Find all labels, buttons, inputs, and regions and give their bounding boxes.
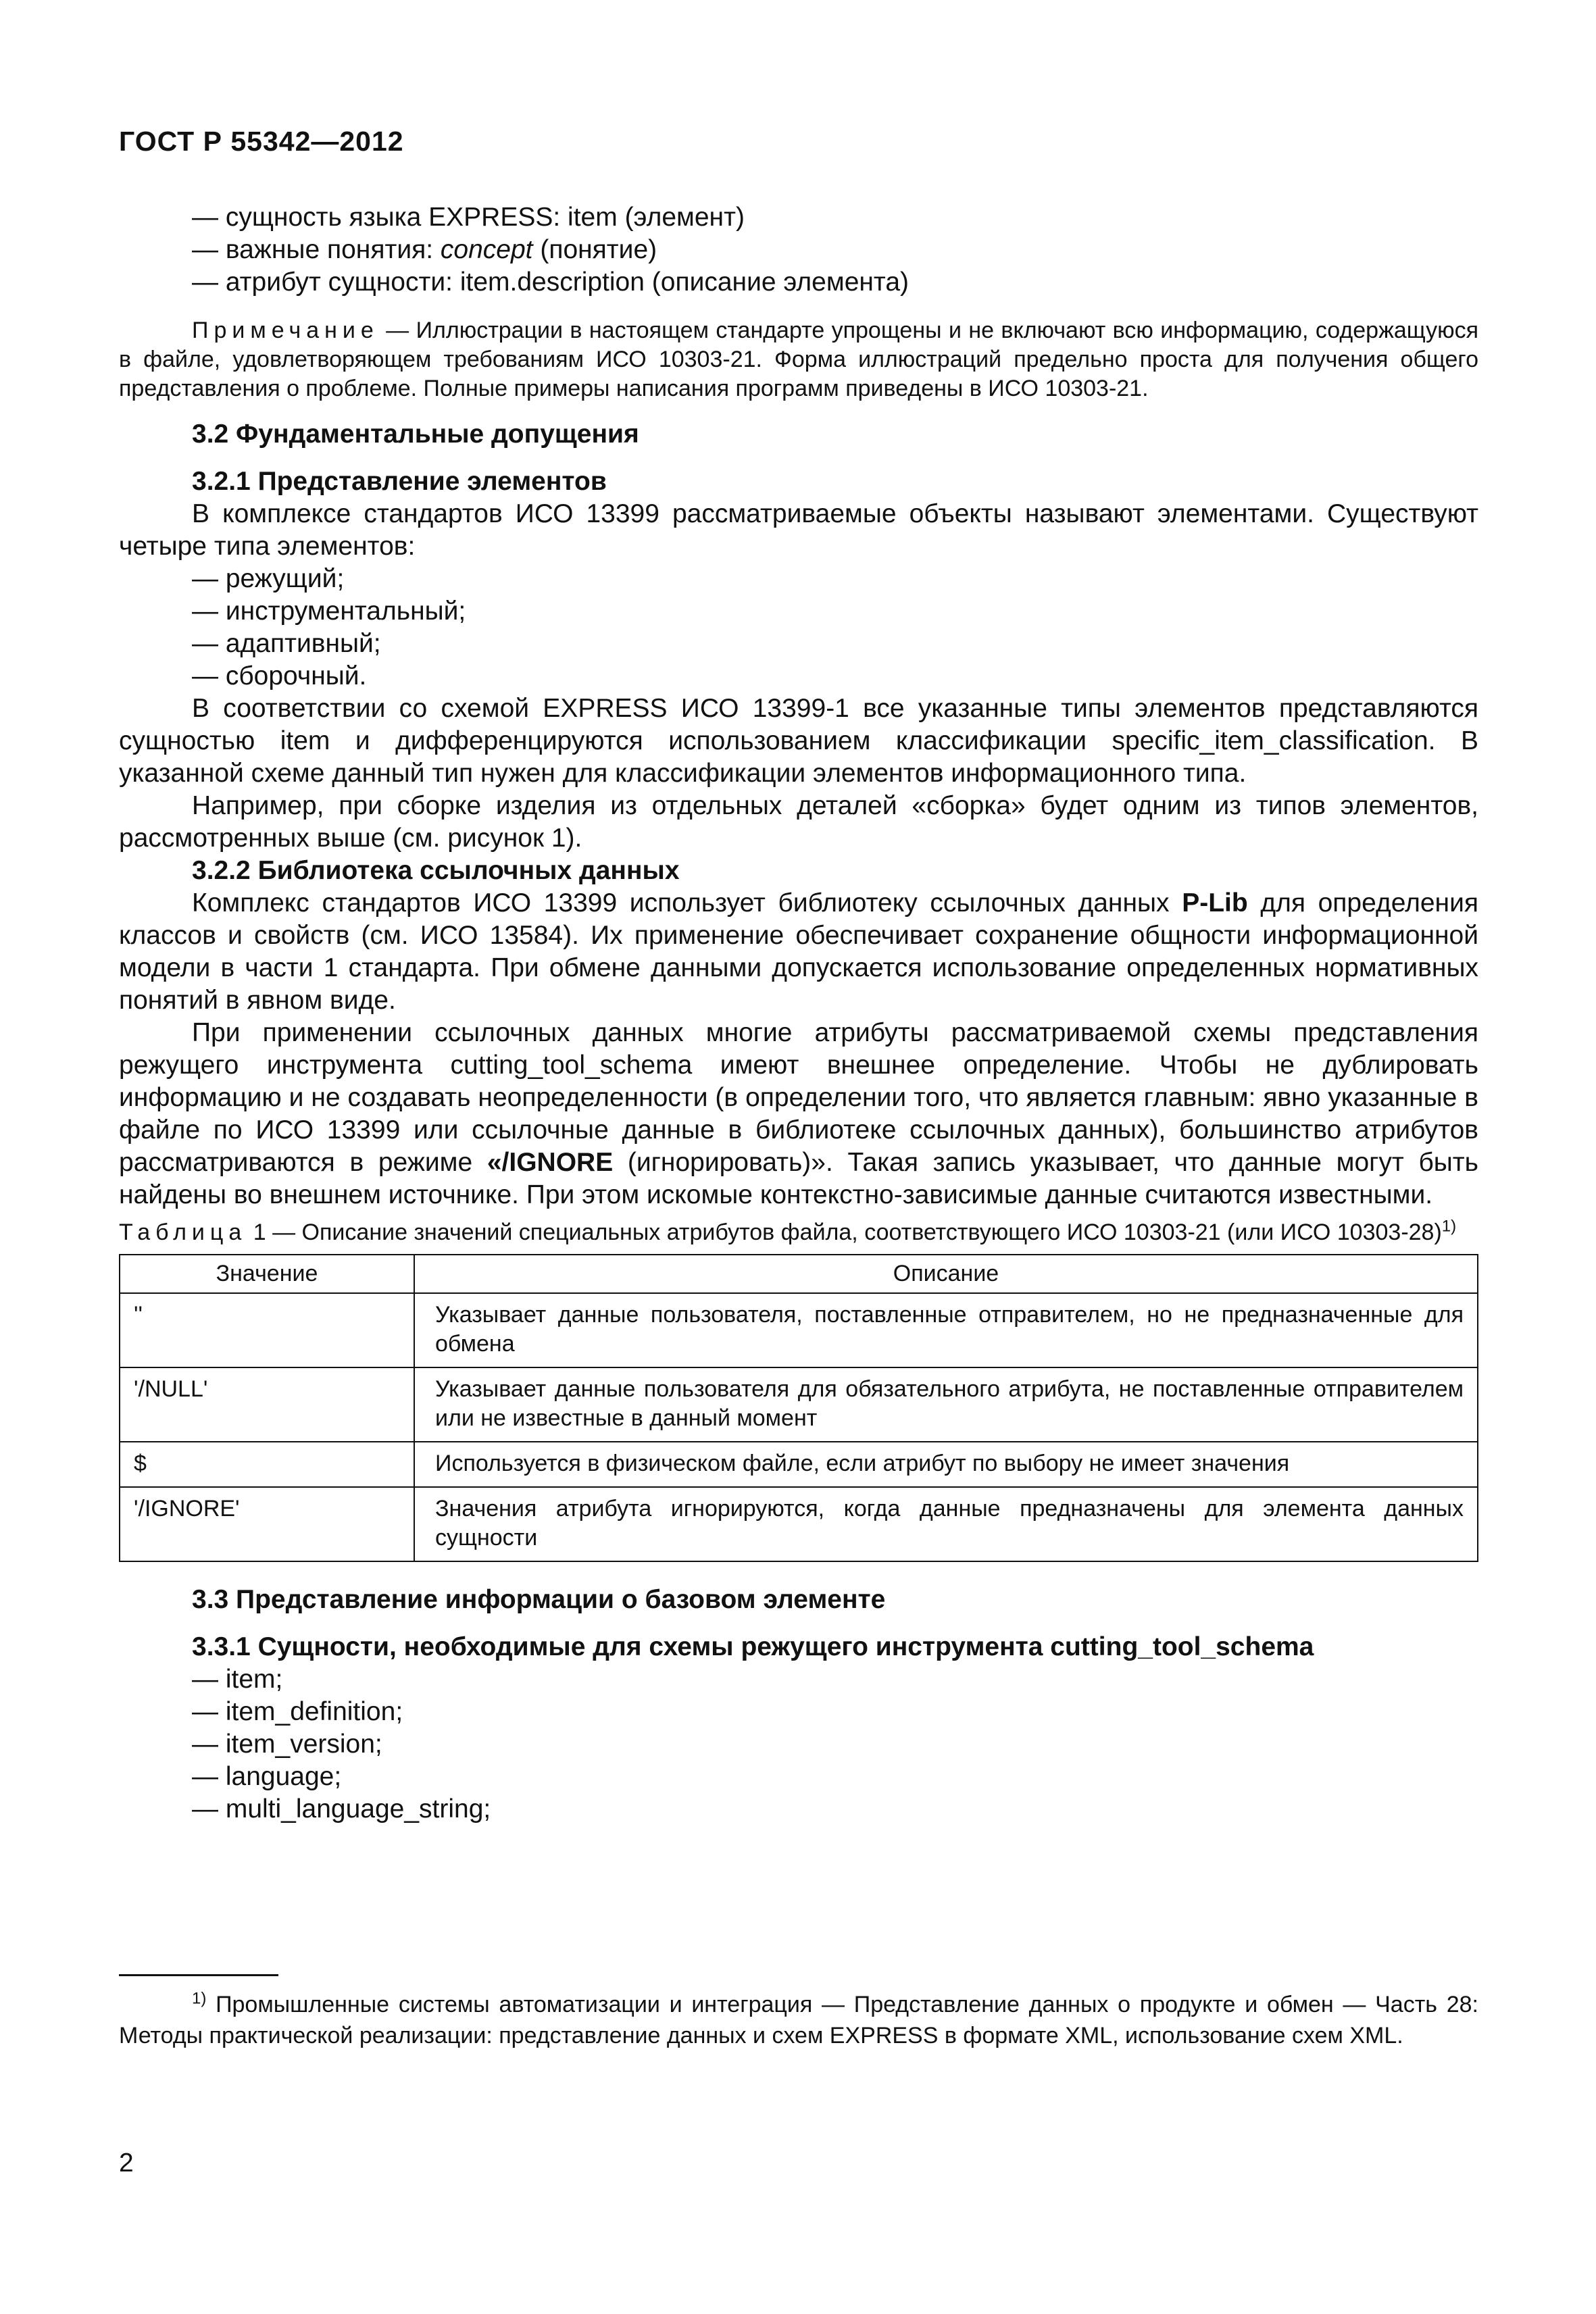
table-caption-label: Таблица <box>119 1219 247 1245</box>
list-item: — language; <box>192 1762 342 1791</box>
section-3-3-title: 3.3 Представление информации о базовом элементе <box>192 1585 886 1614</box>
table-header-row <box>120 1255 1478 1293</box>
column-header-description: Описание <box>414 1255 1478 1293</box>
table-row <box>120 1367 1478 1442</box>
ignore-term: «/IGNORE <box>487 1148 614 1177</box>
list-item: — item_definition; <box>192 1697 403 1726</box>
section-3-2-2-title: 3.2.2 Библиотека ссылочных данных <box>192 856 680 885</box>
footnote-divider <box>119 1974 278 1976</box>
table-cell-description: Значения атрибута игнорируются, когда данные предназначены для элемента данных сущности <box>414 1487 1478 1561</box>
list-item: — адаптивный; <box>192 629 381 658</box>
note-paragraph <box>119 316 1478 403</box>
list-item: — multi_language_string; <box>192 1794 491 1823</box>
table-cell-description: Используется в физическом файле, если атрибут по выбору не имеет значения <box>414 1442 1478 1487</box>
section-3-2-1-title: 3.2.1 Представление элементов <box>192 467 607 496</box>
note-text: — Иллюстрации в настоящем стандарте упрощены и не включают всю информацию, содержащуюся в файле, удовлетворяющем требованиям ИСО 10303-21. Форма иллюстраций предельно проста для получения общего представления о проблеме. Полные примеры написания программ приведены в ИСО 10303-21. <box>119 318 1478 401</box>
paragraph: Комплекс стандартов ИСО 13399 использует библиотеку ссылочных данных P-Lib для определения классов и свойств (см. ИСО 13584). Их применение обеспечивает сохранение общности информационной модели в части 1 стандарта. При обмене данными допускается использование определенных нормативных понятий в явном виде. <box>119 888 1478 1015</box>
table-cell-value: '/NULL' <box>120 1367 414 1442</box>
paragraph: В соответствии со схемой EXPRESS ИСО 13399-1 все указанные типы элементов представляются сущностью item и дифференцируются использованием классификации specific_item_classification. В указанной схеме данный тип нужен для классификации элементов информационного типа. <box>119 694 1478 788</box>
paragraph: При применении ссылочных данных многие атрибуты рассматриваемой схемы представления режущего инструмента cutting_tool_schema имеют внешнее определение. Чтобы не дублировать информацию и не создавать неопределенности (в определении того, что является главным: явно указанные в файле по ИСО 13399 или ссылочные данные в библиотеке ссылочных данных), большинство атрибутов рассматриваются в режиме «/IGNORE (игнорировать)». Такая запись указывает, что данные могут быть найдены во внешнем источнике. При этом искомые контекстно-зависимые данные считаются известными. <box>119 1018 1478 1209</box>
table-cell-value: '' <box>120 1293 414 1367</box>
table-cell-description: Указывает данные пользователя для обязательного атрибута, не поставленные отправителем или не известные в данный момент <box>414 1367 1478 1442</box>
table-cell-description: Указывает данные пользователя, поставленные отправителем, но не предназначенные для обмена <box>414 1293 1478 1367</box>
page-number: 2 <box>119 2148 134 2178</box>
list-item: — item; <box>192 1665 283 1694</box>
table-cell-value: '/IGNORE' <box>120 1487 414 1561</box>
table-caption: Таблица 1 — Описание значений специальных атрибутов файла, соответствующего ИСО 10303-21 (или ИСО 10303-28)$^{1)}$ <box>119 1217 1457 1245</box>
intro-item: — сущность языка EXPRESS: item (элемент) <box>192 203 745 232</box>
list-item: — режущий; <box>192 564 345 593</box>
table-row <box>120 1442 1478 1487</box>
special-attributes-table <box>119 1254 1478 1562</box>
footnote-ref: 1) <box>1441 1217 1457 1236</box>
intro-item: — атрибут сущности: item.description (описание элемента) <box>192 268 909 297</box>
table-cell-value: $ <box>120 1442 414 1487</box>
list-item: — сборочный. <box>192 661 367 690</box>
document-header: ГОСТ Р 55342—2012 <box>119 126 404 157</box>
table-row <box>120 1293 1478 1367</box>
footnote-text: Промышленные системы автоматизации и интеграция — Представление данных о продукте и обмен — Часть 28: Методы практической реализации: представление данных и схем EXPRESS в формате XML, использование схем XML. <box>119 1992 1478 2048</box>
section-3-3-1-title: 3.3.1 Сущности, необходимые для схемы режущего инструмента cutting_tool_schema <box>192 1632 1314 1661</box>
paragraph: В комплексе стандартов ИСО 13399 рассматриваемые объекты называют элементами. Существуют четыре типа элементов: <box>119 499 1478 561</box>
column-header-value: Значение <box>120 1255 414 1293</box>
note-label: Примечание <box>192 318 379 343</box>
paragraph: Например, при сборке изделия из отдельных деталей «сборка» будет одним из типов элементов, рассмотренных выше (см. рисунок 1). <box>119 791 1478 853</box>
list-item: — item_version; <box>192 1730 382 1759</box>
intro-item-concept: — важные понятия: concept (понятие) <box>192 235 657 264</box>
page-body <box>119 201 1478 1826</box>
footnote <box>119 1989 1478 2051</box>
table-row <box>120 1487 1478 1561</box>
list-item: — инструментальный; <box>192 597 466 626</box>
section-3-2-title: 3.2 Фундаментальные допущения <box>192 420 639 449</box>
footnote-mark: 1) <box>192 1989 207 2008</box>
plib-term: P-Lib <box>1182 888 1248 917</box>
